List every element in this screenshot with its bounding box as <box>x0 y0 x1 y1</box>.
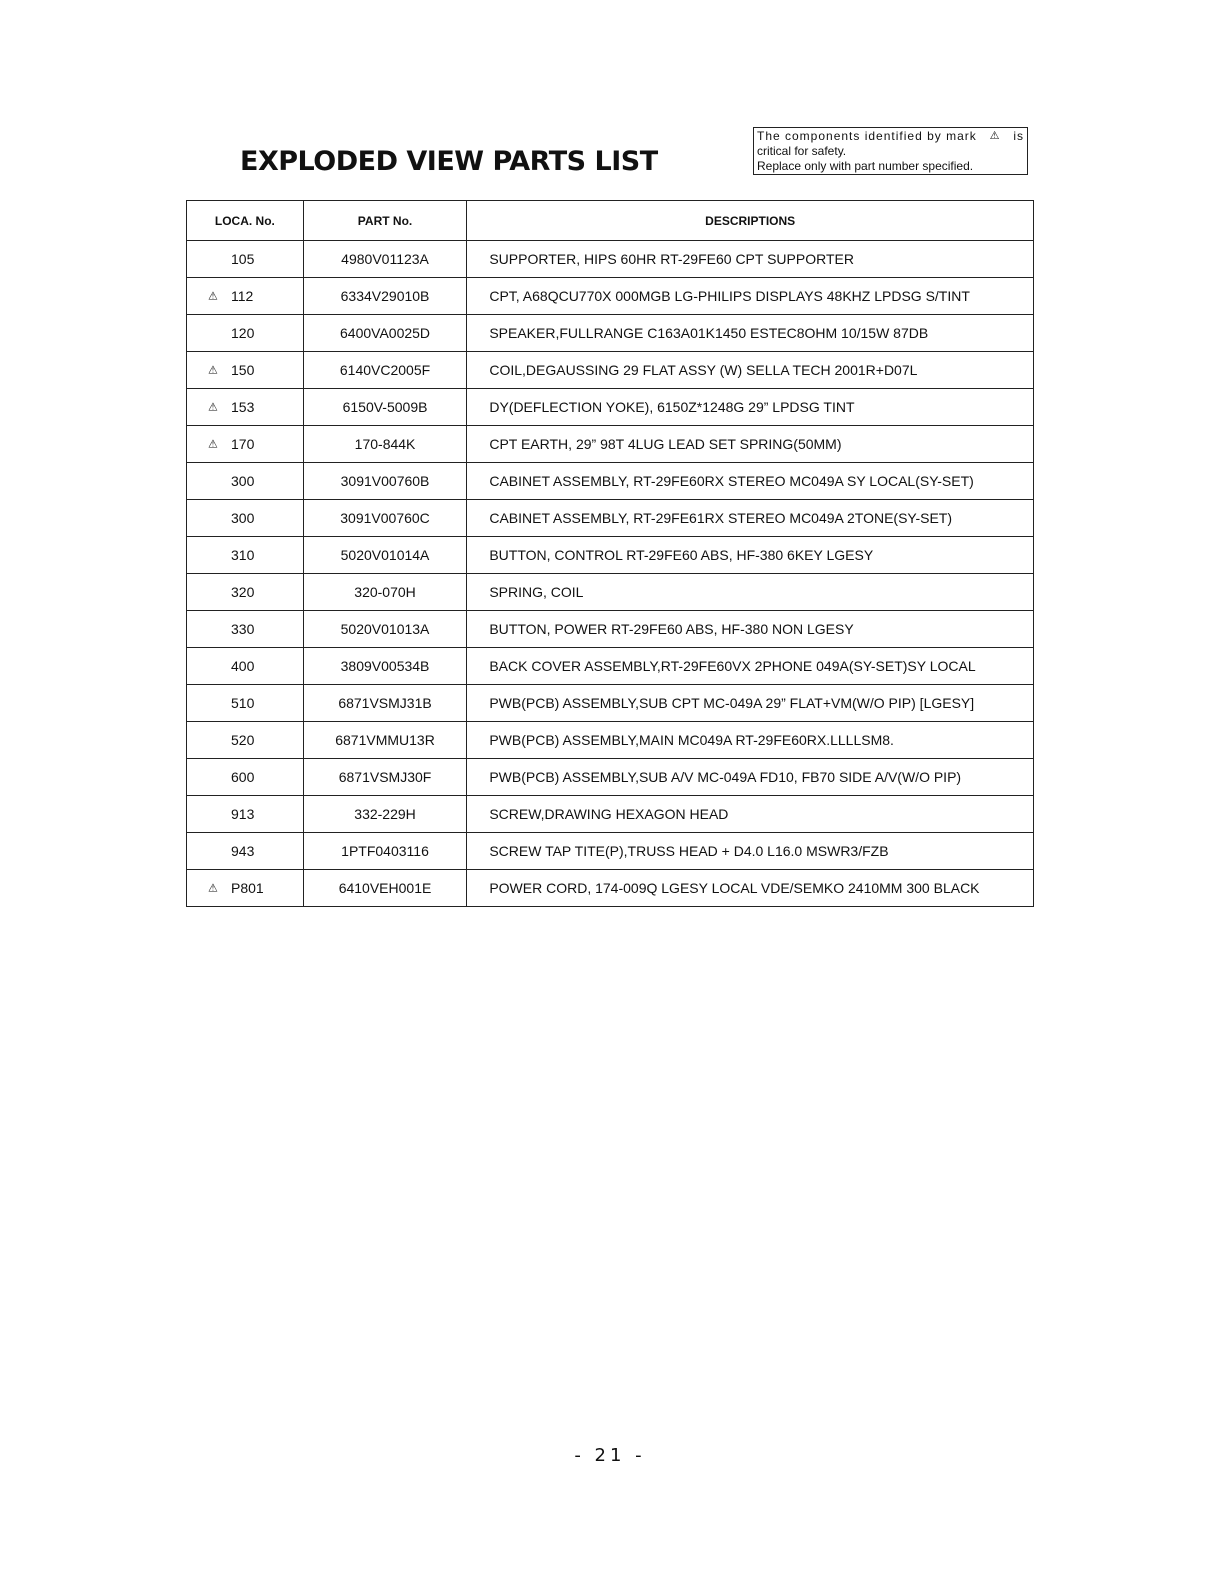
cell-description: PWB(PCB) ASSEMBLY,SUB A/V MC-049A FD10, FB70 SIDE A/V(W/O PIP) <box>467 759 1034 796</box>
table-row <box>187 648 1034 685</box>
cell-loca-no <box>187 537 304 574</box>
table-row <box>187 389 1034 426</box>
table-row <box>187 537 1034 574</box>
cell-description: DY(DEFLECTION YOKE), 6150Z*1248G 29” LPDSG TINT <box>467 389 1034 426</box>
cell-loca-no <box>187 611 304 648</box>
loca-number: 112 <box>231 288 254 304</box>
cell-description: SUPPORTER, HIPS 60HR RT-29FE60 CPT SUPPORTER <box>467 241 1034 278</box>
cell-loca-no <box>187 389 304 426</box>
table-row <box>187 426 1034 463</box>
page-number: - 21 - <box>574 1445 646 1466</box>
table-row <box>187 722 1034 759</box>
cell-part-no: 3091V00760C <box>303 500 467 537</box>
cell-description: BACK COVER ASSEMBLY,RT-29FE60VX 2PHONE 049A(SY-SET)SY LOCAL <box>467 648 1034 685</box>
loca-number: 153 <box>231 399 255 415</box>
cell-loca-no <box>187 870 304 907</box>
cell-part-no: 320-070H <box>303 574 467 611</box>
cell-description: SCREW,DRAWING HEXAGON HEAD <box>467 796 1034 833</box>
safety-notice-line2: critical for safety. <box>757 144 847 158</box>
loca-number: 913 <box>231 806 255 822</box>
cell-part-no: 6410VEH001E <box>303 870 467 907</box>
cell-loca-no <box>187 722 304 759</box>
cell-loca-no <box>187 315 304 352</box>
cell-description: CABINET ASSEMBLY, RT-29FE61RX STEREO MC049A 2TONE(SY-SET) <box>467 500 1034 537</box>
cell-loca-no <box>187 426 304 463</box>
cell-part-no: 1PTF0403116 <box>303 833 467 870</box>
parts-table <box>186 200 1034 907</box>
loca-number: 120 <box>231 325 255 341</box>
table-header-row <box>187 201 1034 241</box>
table-row <box>187 574 1034 611</box>
cell-part-no: 6871VSMJ31B <box>303 685 467 722</box>
loca-number: 600 <box>231 769 255 785</box>
loca-number: 170 <box>231 436 255 452</box>
cell-loca-no <box>187 648 304 685</box>
table-row <box>187 278 1034 315</box>
cell-description: BUTTON, POWER RT-29FE60 ABS, HF-380 NON LGESY <box>467 611 1034 648</box>
warning-triangle-icon: ⚠ <box>208 290 218 303</box>
header-part-no: PART No. <box>303 201 467 241</box>
cell-description: SPEAKER,FULLRANGE C163A01K1450 ESTEC8OHM 10/15W 87DB <box>467 315 1034 352</box>
warning-triangle-icon: ⚠ <box>208 882 218 895</box>
cell-part-no: 170-844K <box>303 426 467 463</box>
cell-description: PWB(PCB) ASSEMBLY,SUB CPT MC-049A 29” FLAT+VM(W/O PIP) [LGESY] <box>467 685 1034 722</box>
loca-number: 510 <box>231 695 255 711</box>
header-loca-no: LOCA. No. <box>187 201 304 241</box>
safety-notice-text-a: The components identified by mark <box>757 129 977 143</box>
loca-number: 330 <box>231 621 255 637</box>
cell-loca-no <box>187 278 304 315</box>
table-row <box>187 463 1034 500</box>
cell-description: POWER CORD, 174-009Q LGESY LOCAL VDE/SEMKO 2410MM 300 BLACK <box>467 870 1034 907</box>
loca-number: 150 <box>231 362 255 378</box>
table-row <box>187 870 1034 907</box>
table-row <box>187 611 1034 648</box>
safety-notice-line3: Replace only with part number specified. <box>757 159 974 173</box>
cell-part-no: 6400VA0025D <box>303 315 467 352</box>
safety-notice-line1 <box>757 129 1024 144</box>
warning-triangle-icon: ⚠ <box>208 401 218 414</box>
table-row <box>187 315 1034 352</box>
cell-loca-no <box>187 463 304 500</box>
loca-number: 105 <box>231 251 255 267</box>
cell-loca-no <box>187 500 304 537</box>
table-row <box>187 685 1034 722</box>
cell-loca-no <box>187 352 304 389</box>
cell-part-no: 6150V-5009B <box>303 389 467 426</box>
cell-part-no: 6334V29010B <box>303 278 467 315</box>
cell-description: BUTTON, CONTROL RT-29FE60 ABS, HF-380 6KEY LGESY <box>467 537 1034 574</box>
cell-part-no: 4980V01123A <box>303 241 467 278</box>
cell-description: SCREW TAP TITE(P),TRUSS HEAD + D4.0 L16.0 MSWR3/FZB <box>467 833 1034 870</box>
loca-number: 300 <box>231 510 255 526</box>
header-descriptions: DESCRIPTIONS <box>467 201 1034 241</box>
loca-number: 520 <box>231 732 255 748</box>
safety-notice-text-b: is <box>1013 129 1024 143</box>
warning-triangle-icon: ⚠ <box>989 130 1001 142</box>
loca-number: 320 <box>231 584 255 600</box>
page-title: EXPLODED VIEW PARTS LIST <box>240 146 658 177</box>
table-row <box>187 759 1034 796</box>
loca-number: 310 <box>231 547 255 563</box>
cell-part-no: 3809V00534B <box>303 648 467 685</box>
cell-loca-no <box>187 759 304 796</box>
loca-number: P801 <box>231 880 264 896</box>
loca-number: 943 <box>231 843 255 859</box>
cell-description: COIL,DEGAUSSING 29 FLAT ASSY (W) SELLA TECH 2001R+D07L <box>467 352 1034 389</box>
warning-triangle-icon: ⚠ <box>208 438 218 451</box>
loca-number: 300 <box>231 473 255 489</box>
warning-triangle-icon: ⚠ <box>208 364 218 377</box>
safety-notice <box>753 127 1028 175</box>
table-row <box>187 796 1034 833</box>
cell-loca-no <box>187 833 304 870</box>
cell-part-no: 6140VC2005F <box>303 352 467 389</box>
table-row <box>187 352 1034 389</box>
table-row <box>187 500 1034 537</box>
cell-loca-no <box>187 574 304 611</box>
loca-number: 400 <box>231 658 255 674</box>
cell-description: CPT EARTH, 29” 98T 4LUG LEAD SET SPRING(50MM) <box>467 426 1034 463</box>
cell-part-no: 6871VSMJ30F <box>303 759 467 796</box>
cell-part-no: 3091V00760B <box>303 463 467 500</box>
cell-part-no: 332-229H <box>303 796 467 833</box>
cell-description: SPRING, COIL <box>467 574 1034 611</box>
cell-description: PWB(PCB) ASSEMBLY,MAIN MC049A RT-29FE60RX.LLLLSM8. <box>467 722 1034 759</box>
cell-loca-no <box>187 685 304 722</box>
cell-description: CPT, A68QCU770X 000MGB LG-PHILIPS DISPLAYS 48KHZ LPDSG S/TINT <box>467 278 1034 315</box>
cell-part-no: 5020V01014A <box>303 537 467 574</box>
cell-part-no: 5020V01013A <box>303 611 467 648</box>
cell-loca-no <box>187 241 304 278</box>
table-row <box>187 241 1034 278</box>
cell-loca-no <box>187 796 304 833</box>
cell-part-no: 6871VMMU13R <box>303 722 467 759</box>
table-row <box>187 833 1034 870</box>
cell-description: CABINET ASSEMBLY, RT-29FE60RX STEREO MC049A SY LOCAL(SY-SET) <box>467 463 1034 500</box>
